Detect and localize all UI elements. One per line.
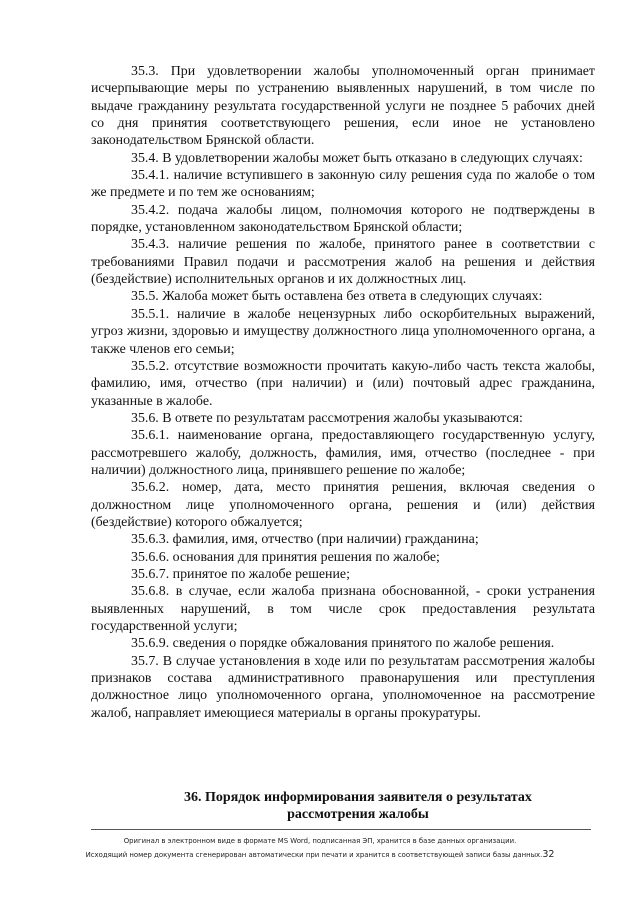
paragraph-35-5: 35.5. Жалоба может быть оставлена без ответа в следующих случаях: [131, 289, 543, 305]
paragraph-35-6-9: 35.6.9. сведения о порядке обжалования принятого по жалобе решения. [131, 636, 555, 652]
paragraph-35-6-2: 35.6.2. номер, дата, место принятия решения, включая сведения о должностном лице уполномоченного органа, решения и (или) действия (бездействие) которого обжалуется; [91, 480, 595, 530]
page-number: 32 [542, 849, 555, 860]
paragraph-35-4-2: 35.4.2. подача жалобы лицом, полномочия которого не подтверждены в порядке, установленном законодательством Брянской области; [91, 202, 595, 236]
paragraph-35-4-1: 35.4.1. наличие вступившего в законную силу решения суда по жалобе о том же предмете и по тем же основаниям; [91, 168, 595, 201]
paragraph-35-3: 35.3. При удовлетворении жалобы уполномоченный орган принимает исчерпывающие меры по устранению выявленных нарушений, в том числе по выдаче гражданину результата государственной услуги не позднее 5 рабочих дней со дня принятия соответствующего решения, если иное не установлено законодательством Брянской области. [91, 64, 595, 149]
paragraph-35-6-1: 35.6.1. наименование органа, предоставляющего государственную услугу, рассмотревшего жалобу, должность, фамилия, имя, отчество (последнее - при наличии) должностного лица, принявшего решение по жалобе; [91, 428, 595, 478]
section-heading-line-1: 36. Порядок информирования заявителя о результатах [184, 790, 532, 805]
section-heading-line-2: рассмотрения жалобы [287, 807, 429, 822]
paragraph-35-4-3: 35.4.3. наличие решения по жалобе, принятого ранее в соответствии с требованиями Правил подачи и рассмотрения жалоб на решения и действия (бездействие) исполнительных органов и их должностных лиц. [91, 237, 595, 288]
paragraph-35-6-3: 35.6.3. фамилия, имя, отчество (при наличии) гражданина; [131, 532, 479, 548]
document-body [91, 63, 595, 722]
footer-divider [91, 829, 591, 830]
paragraph-35-5-1: 35.5.1. наличие в жалобе нецензурных либо оскорбительных выражений, угроз жизни, здоровью и имуществу должностного лица уполномоченного органа, а также членов его семьи; [91, 306, 595, 357]
footer-note-number [60, 848, 580, 862]
page-footer [60, 834, 580, 862]
paragraph-35-5-2: 35.5.2. отсутствие возможности прочитать какую-либо часть текста жалобы, фамилию, имя, отчество (при наличии) и (или) почтовый адрес гражданина, указанные в жалобе. [91, 358, 595, 409]
footer-note-original: Оригинал в электронном виде в формате MS Word, подписанная ЭП, хранится в базе данных организации. [123, 837, 517, 845]
section-heading [91, 789, 625, 823]
paragraph-35-6-6: 35.6.6. основания для принятия решения по жалобе; [131, 549, 440, 565]
paragraph-35-6-8: 35.6.8. в случае, если жалоба признана обоснованной, - сроки устранения выявленных нарушений, в том числе срок предоставления результата государственной услуги; [91, 584, 595, 634]
footer-note-number-text: Исходящий номер документа сгенерирован автоматически при печати и хранится в соответствующей записи базы данных. [85, 851, 543, 859]
paragraph-35-6-7: 35.6.7. принятое по жалобе решение; [131, 566, 350, 582]
paragraph-35-7: 35.7. В случае установления в ходе или по результатам рассмотрения жалобы признаков состава административного правонарушения или преступления должностное лицо уполномоченного органа, уполномоченное на рассмотрение жалоб, направляет имеющиеся материалы в органы прокуратуры. [91, 653, 595, 721]
paragraph-35-6: 35.6. В ответе по результатам рассмотрения жалобы указываются: [131, 410, 523, 426]
paragraph-35-4: 35.4. В удовлетворении жалобы может быть отказано в следующих случаях: [131, 150, 583, 166]
